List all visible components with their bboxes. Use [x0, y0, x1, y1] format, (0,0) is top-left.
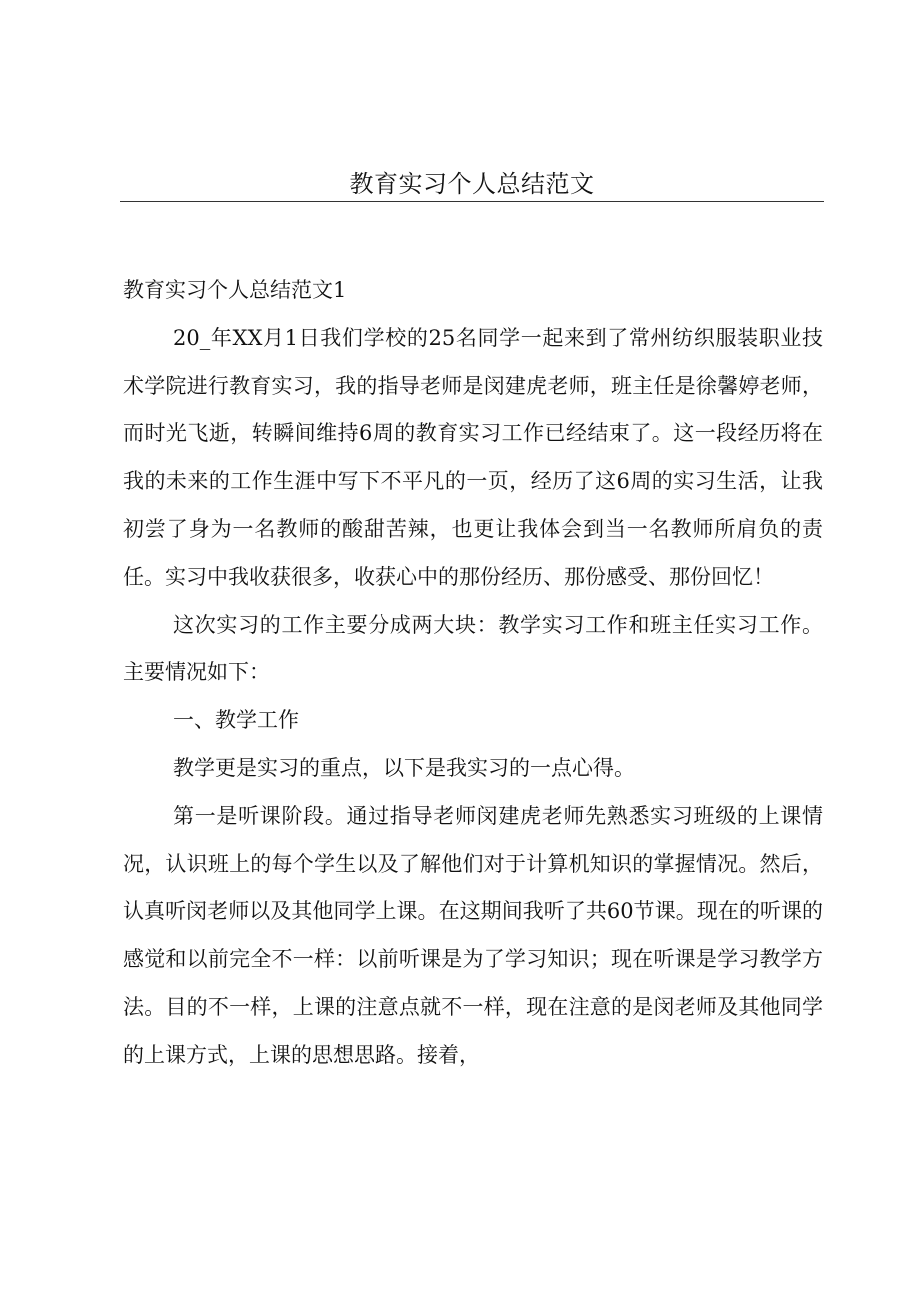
paragraph-overview: 这次实习的工作主要分成两大块：教学实习工作和班主任实习工作。主要情况如下：: [123, 612, 823, 685]
paragraph-teaching-focus: 教学更是实习的重点，以下是我实习的一点心得。: [173, 755, 635, 780]
subheading-teaching-work: 一、教学工作: [173, 708, 299, 733]
document-body: [123, 267, 823, 1080]
paragraph-observation-stage: 第一是听课阶段。通过指导老师闵建虎老师先熟悉实习班级的上课情况，认识班上的每个学生以及了解他们对于计算机知识的掌握情况。然后，认真听闵老师以及其他同学上课。在这期间我听了共60节课。现在的听课的感觉和以前完全不一样：以前听课是为了学习知识；现在听课是学习教学方法。目的不一样，上课的注意点就不一样，现在注意的是闵老师及其他同学的上课方式，上课的思想思路。接着，: [123, 803, 823, 1067]
title-underline: [120, 201, 824, 202]
document-title: 教育实习个人总结范文: [349, 170, 595, 198]
paragraph-intro: 20_年XX月1日我们学校的25名同学一起来到了常州纺织服装职业技术学院进行教育实习，我的指导老师是闵建虎老师，班主任是徐馨婷老师，而时光飞逝，转瞬间维持6周的教育实习工作已经结束了。这一段经历将在我的未来的工作生涯中写下不平凡的一页，经历了这6周的实习生活，让我初尝了身为一名教师的酸甜苦辣，也更让我体会到当一名教师所肩负的责任。实习中我收获很多，收获心中的那份经历、那份感受、那份回忆！: [123, 325, 823, 589]
section-heading: 教育实习个人总结范文1: [123, 278, 347, 302]
